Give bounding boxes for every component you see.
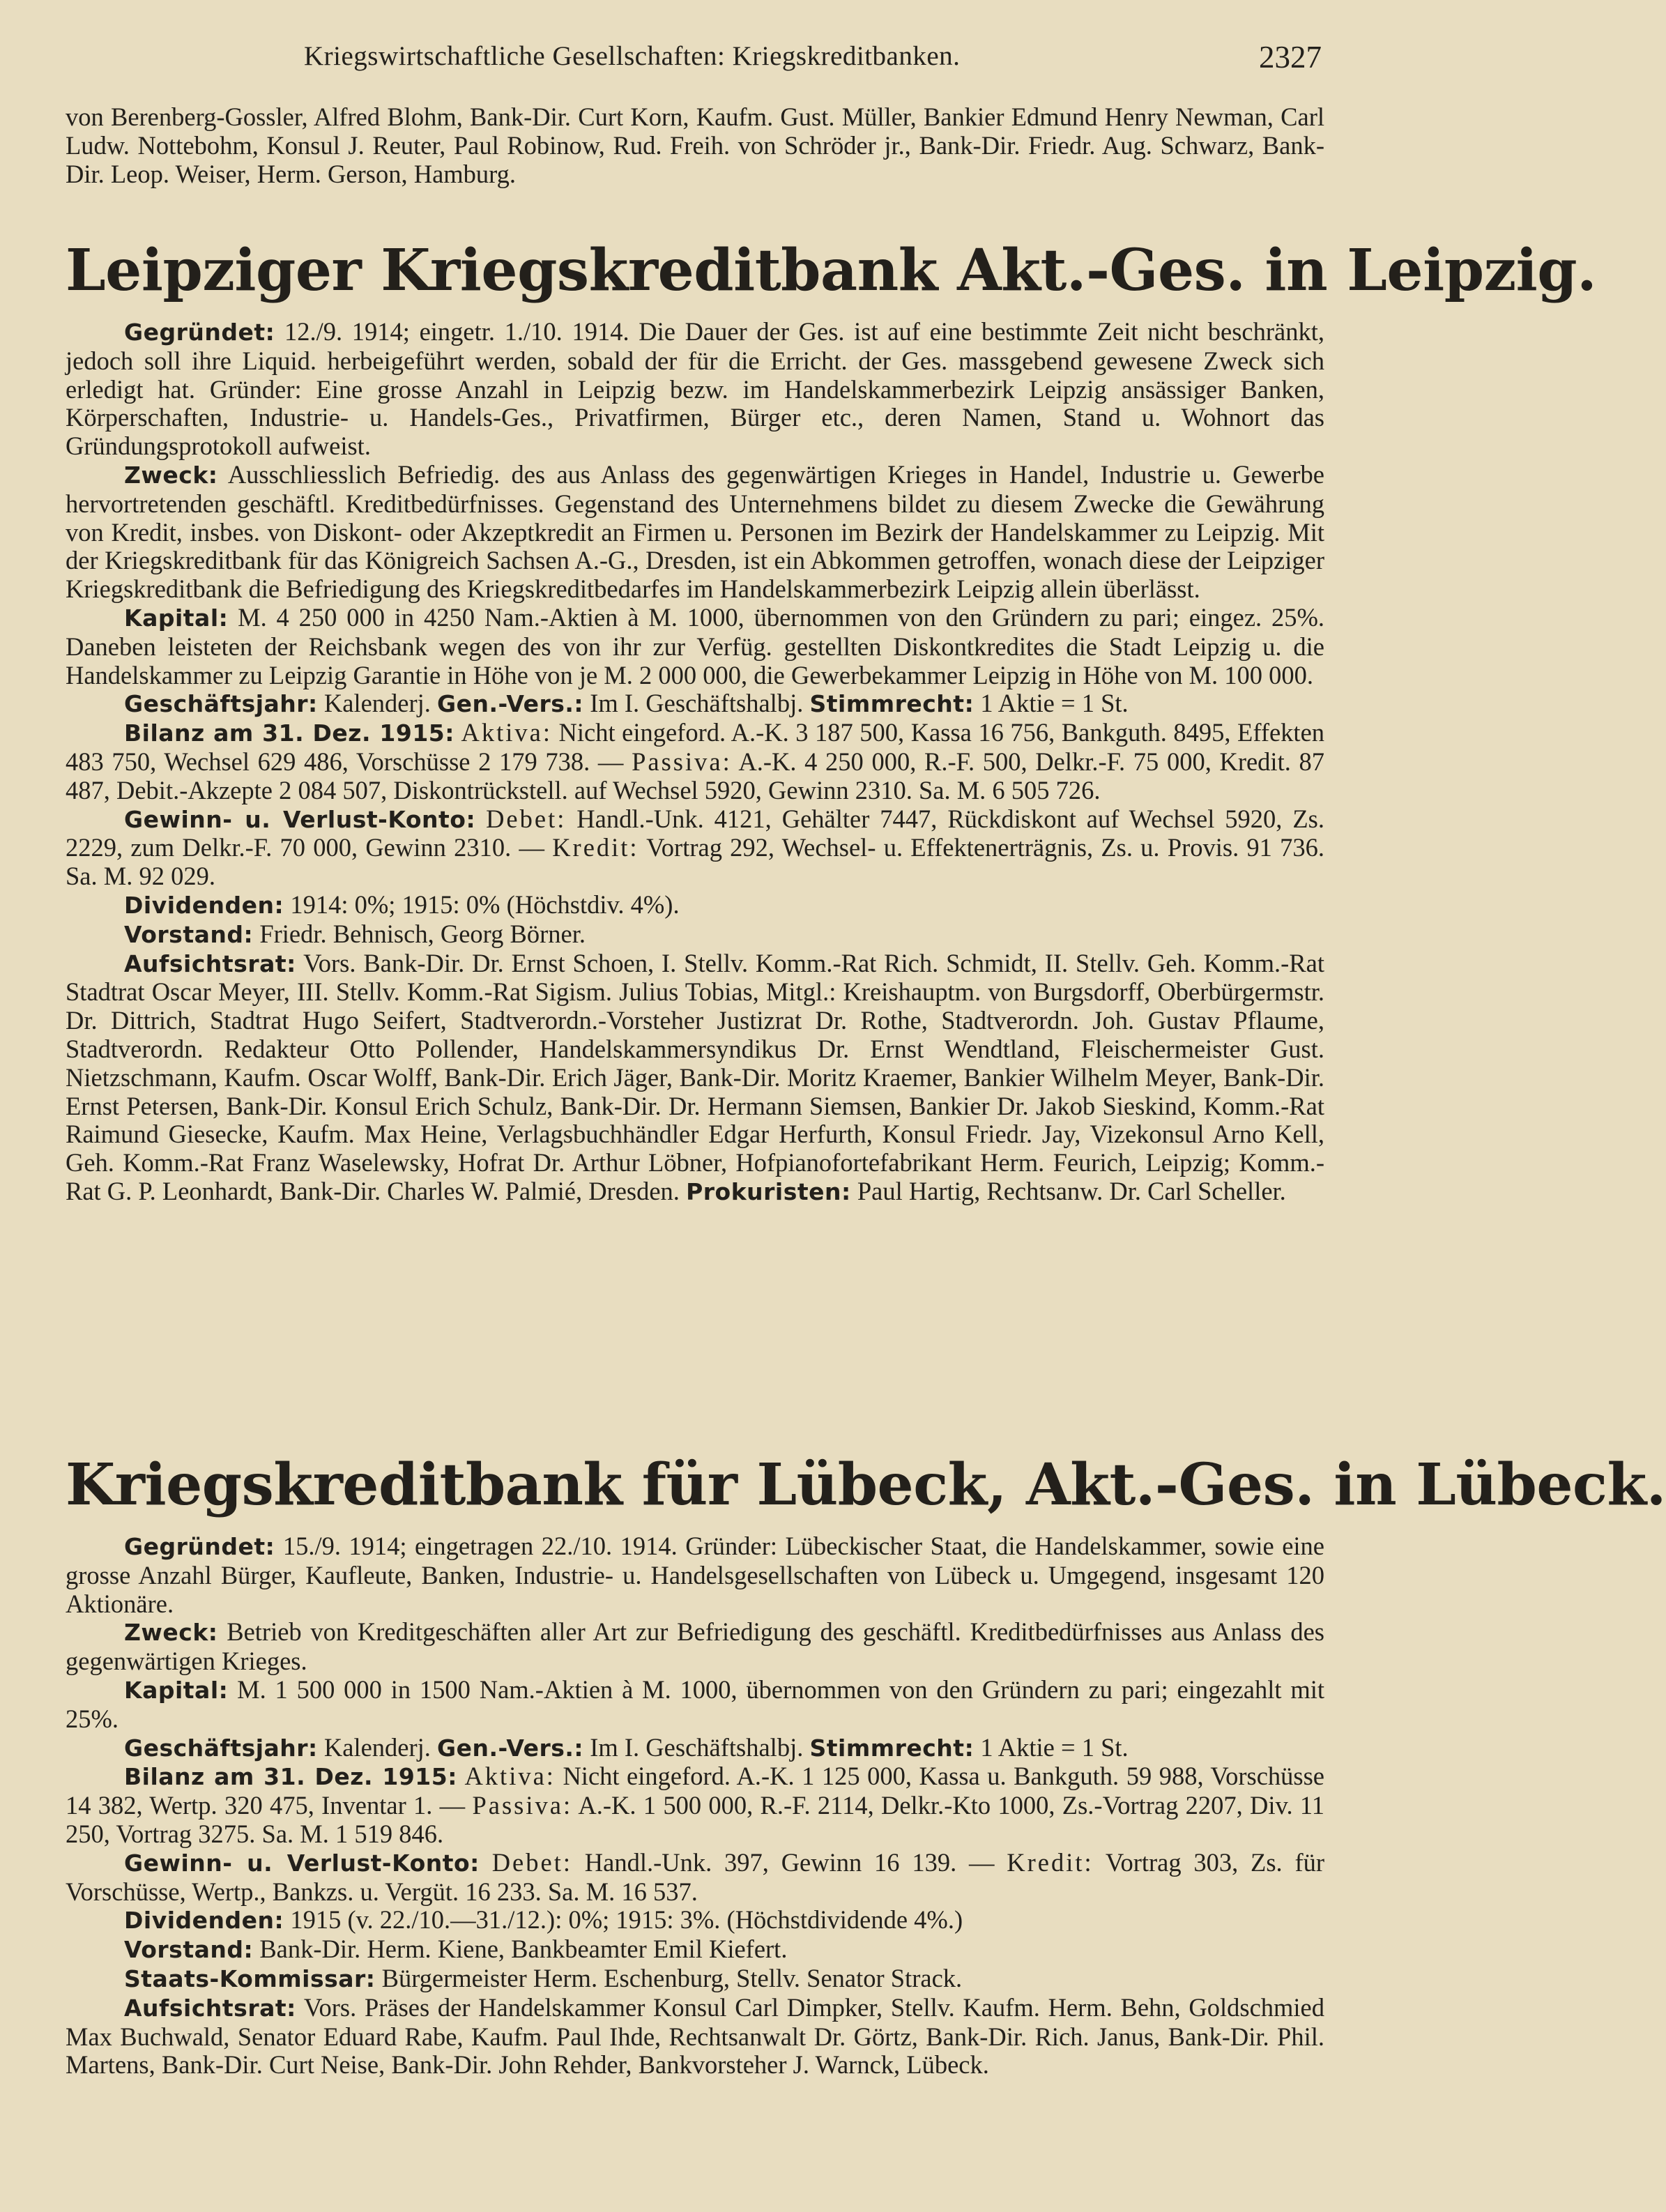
leipzig-passiva-text: A.-K. 4 250 000, R.-F. 500, Delkr.-F. 75 000, Kredit. 87 487, Debit.-Akzepte 2 084 507, Diskontrückstell. auf Wechsel 5920, Gewinn 2310. Sa. M. 6 505 726. <box>66 747 1324 804</box>
leipzig-aktiva-label: Aktiva: <box>461 718 552 747</box>
luebeck-kapital <box>66 1676 1324 1734</box>
luebeck-stimm-text: 1 Aktie = 1 St. <box>980 1732 1129 1762</box>
luebeck-kredit-text: Vortrag 303, Zs. für Vorschüsse, Wertp., Bankzs. u. Vergüt. 16 233. Sa. M. 16 537. <box>66 1847 1325 1906</box>
luebeck-guv-label: Gewinn- u. Verlust-Konto: <box>124 1849 480 1877</box>
leipzig-passiva-label: Passiva: <box>632 747 732 776</box>
leipzig-kapital <box>66 604 1324 689</box>
intro-paragraph: von Berenberg-Gossler, Alfred Blohm, Bank-Dir. Curt Korn, Kaufm. Gust. Müller, Bankier Edmund Henry Newman, Carl Ludw. Nottebohm, Konsul J. Reuter, Paul Robinow, Rud. Freih. von Schröder jr., Bank-Dir. Friedr. Aug. Schwarz, Bank-Dir. Leop. Weiser, Herm. Gerson, Hamburg. <box>66 102 1324 188</box>
leipzig-kredit-text: Vortrag 292, Wechsel- u. Effektenerträgnis, Zs. u. Provis. 91 736. Sa. M. 92 029. <box>66 833 1325 891</box>
leipzig-guv-label: Gewinn- u. Verlust-Konto: <box>124 805 476 833</box>
luebeck-sk-text: Bürgermeister Herm. Eschenburg, Stellv. Senator Strack. <box>381 1963 963 1992</box>
luebeck-zweck <box>66 1618 1324 1676</box>
leipzig-div-text: 1914: 0%; 1915: 0% (Höchstdiv. 4%). <box>290 890 680 919</box>
luebeck-kredit-label: Kredit: <box>1007 1847 1094 1877</box>
leipzig-zweck-text: Ausschliesslich Befriedig. des aus Anlass des gegenwärtigen Krieges in Handel, Industrie u. Gewerbe hervortretenden geschäftl. Kreditbedürfnisses. Gegenstand des Unternehmens bildet zu diesem Zwecke die Gewährung von Kredit, insbes. von Diskont- oder Akzeptkredit an Firmen u. Personen im Bezirk der Handelskammer zu Leipzig. Mit der Kriegskreditbank für das Königreich Sachsen A.-G., Dresden, ist ein Abkommen getroffen, wonach diese der Leipziger Kriegskreditbank die Befriedigung des Kriegskreditbedarfes im Handelskammerbezirk Leipzig allein überlässt. <box>66 459 1324 604</box>
leipzig-gv-label: Gen.-Vers.: <box>437 690 584 718</box>
leipzig-bilanz <box>66 719 1324 804</box>
luebeck-ar-text: Vors. Präses der Handelskammer Konsul Carl Dimpker, Stellv. Kaufm. Herm. Behn, Goldschmied Max Buchwald, Senator Eduard Rabe, Kaufm. Paul Ihde, Rechtsanwalt Dr. Görtz, Bank-Dir. Rich. Janus, Bank-Dir. Phil. Martens, Bank-Dir. Curt Neise, Bank-Dir. John Rehder, Bankvorsteher J. Warnck, Lübeck. <box>66 1992 1324 2080</box>
leipzig-zweck <box>66 461 1324 604</box>
luebeck-gv-label: Gen.-Vers.: <box>437 1734 584 1762</box>
luebeck-zweck-label: Zweck: <box>124 1619 218 1647</box>
luebeck-vorstand <box>66 1935 1324 1965</box>
leipzig-debet-label: Debet: <box>486 804 567 833</box>
luebeck-dividenden <box>66 1906 1324 1935</box>
leipzig-geschaeftsjahr <box>66 689 1324 719</box>
luebeck-passiva-label: Passiva: <box>472 1791 573 1820</box>
luebeck-div-text: 1915 (v. 22./10.—31./12.): 0%; 1915: 3%. (Höchstdividende 4%.) <box>290 1905 963 1935</box>
luebeck-guv <box>66 1849 1324 1907</box>
leipzig-prok-label: Prokuristen: <box>686 1177 851 1205</box>
leipzig-vorstand-label: Vorstand: <box>124 920 254 948</box>
luebeck-gj-text: Kalenderj. <box>323 1732 431 1762</box>
running-title: Kriegswirtschaftliche Gesellschaften: Kriegskreditbanken. <box>304 41 961 71</box>
luebeck-ar-label: Aufsichtsrat: <box>124 1994 296 2022</box>
leipzig-gv-text: Im I. Geschäftshalbj. <box>590 689 804 718</box>
leipzig-stimm-label: Stimmrecht: <box>809 690 975 718</box>
leipzig-gegruendet-text: 12./9. 1914; eingetr. 1./10. 1914. Die Dauer der Ges. ist auf eine bestimmte Zeit nicht beschränkt, jedoch soll ihre Liquid. herbeigeführt werden, sobald der für die Erricht. der Ges. massgebend gewesene Zweck sich erledigt hat. Gründer: Eine grosse Anzahl in Leipzig bezw. im Handelskammerbezirk Leipzig ansässiger Banken, Körperschaften, Industrie- u. Handels-Ges., Privatfirmen, Bürger etc., deren Namen, Stand u. Wohnort das Gründungsprotokoll aufweist. <box>66 317 1324 461</box>
leipzig-kapital-text: M. 4 250 000 in 4250 Nam.-Aktien à M. 1000, übernommen von den Gründern zu pari; eingez. 25%. Daneben leisteten der Reichsbank wegen des von ihr zur Verfüg. gestellten Diskontkredites die Stadt Leipzig u. die Handelskammer zu Leipzig Garantie in Höhe von je M. 2 000 000, die Gewerbekammer Leipzig in Höhe von M. 100 000. <box>66 602 1324 689</box>
luebeck-bilanz <box>66 1762 1324 1848</box>
luebeck-debet-label: Debet: <box>491 1847 572 1877</box>
leipzig-kredit-label: Kredit: <box>552 833 639 862</box>
luebeck-vorstand-text: Bank-Dir. Herm. Kiene, Bankbeamter Emil Kiefert. <box>259 1935 788 1964</box>
luebeck-geschaeftsjahr <box>66 1734 1324 1763</box>
luebeck-zweck-text: Betrieb von Kreditgeschäften aller Art zur Befriedigung des geschäftl. Kreditbedürfnisses aus Anlass des gegenwärtigen Krieges. <box>66 1617 1325 1676</box>
leipzig-aktiva-text: Nicht eingeford. A.-K. 3 187 500, Kassa 16 756, Bankguth. 8495, Effekten 483 750, Wechsel 629 486, Vorschüsse 2 179 738. — <box>66 718 1325 776</box>
leipzig-vorstand-text: Friedr. Behnisch, Georg Börner. <box>259 919 586 948</box>
leipzig-div-label: Dividenden: <box>124 891 284 919</box>
page-number: 2327 <box>1259 40 1322 75</box>
luebeck-bilanz-label: Bilanz am 31. Dez. 1915: <box>124 1763 457 1791</box>
leipzig-debet-text: Handl.-Unk. 4121, Gehälter 7447, Rückdiskont auf Wechsel 5920, Zs. 2229, zum Delkr.-F. 70 000, Gewinn 2310. — <box>66 804 1324 862</box>
luebeck-gegruendet-label: Gegründet: <box>124 1533 275 1560</box>
leipzig-ar-label: Aufsichtsrat: <box>124 949 296 977</box>
leipzig-kapital-label: Kapital: <box>124 604 229 632</box>
leipzig-aufsichtsrat <box>66 949 1324 1207</box>
leipzig-ar-text: Vors. Bank-Dir. Dr. Ernst Schoen, I. Stellv. Komm.-Rat Rich. Schmidt, II. Stellv. Geh. Komm.-Rat Stadtrat Oscar Meyer, III. Stellv. Komm.-Rat Sigism. Julius Tobias, Mitgl.: Kreishauptm. von Burgsdorff, Oberbürgermstr. Dr. Dittrich, Stadtrat Hugo Seifert, Stadtverordn.-Vorsteher Justizrat Dr. Rothe, Stadtverordn. Joh. Gustav Pflaume, Stadtverordn. Redakteur Otto Pollender, Handelskammersyndikus Dr. Ernst Wendtland, Fleischermeister Gust. Nietzschmann, Kaufm. Oscar Wolff, Bank-Dir. Erich Jäger, Bank-Dir. Moritz Kraemer, Bankier Wilhelm Meyer, Bank-Dir. Ernst Petersen, Bank-Dir. Konsul Erich Schulz, Bank-Dir. Dr. Hermann Siemsen, Bankier Dr. Jakob Sieskind, Komm.-Rat Raimund Giesecke, Kaufm. Max Heine, Verlagsbuchhändler Edgar Herfurth, Konsul Friedr. Jay, Vizekonsul Arno Kell, Geh. Komm.-Rat Franz Waselewsky, Hofrat Dr. Arthur Löbner, Hofpianofortefabrikant Herm. Feurich, Leipzig; Komm.-Rat G. P. Leonhardt, Bank-Dir. Charles W. Palmié, Dresden. <box>66 948 1324 1205</box>
intro-section <box>66 103 1324 188</box>
luebeck-kapital-label: Kapital: <box>124 1676 229 1704</box>
luebeck-staatskommissar <box>66 1965 1324 1994</box>
luebeck-kapital-text: M. 1 500 000 in 1500 Nam.-Aktien à M. 1000, übernommen von den Gründern zu pari; eingezahlt mit 25%. <box>66 1675 1324 1733</box>
leipzig-zweck-label: Zweck: <box>124 461 218 489</box>
leipzig-heading: Leipziger Kriegskreditbank Akt.-Ges. in Leipzig. <box>66 237 1597 304</box>
luebeck-aktiva-label: Aktiva: <box>464 1762 556 1791</box>
luebeck-aktiva-text: Nicht eingeford. A.-K. 1 125 000, Kassa u. Bankguth. 59 988, Vorschüsse 14 382, Wertp. 320 475, Inventar 1. — <box>66 1762 1325 1820</box>
luebeck-stimm-label: Stimmrecht: <box>809 1734 975 1762</box>
luebeck-gegruendet <box>66 1532 1324 1618</box>
leipzig-stimm-text: 1 Aktie = 1 St. <box>980 689 1129 718</box>
leipzig-gj-label: Geschäftsjahr: <box>124 690 318 718</box>
luebeck-gj-label: Geschäftsjahr: <box>124 1734 318 1762</box>
leipzig-prok-text: Paul Hartig, Rechtsanw. Dr. Carl Scheller. <box>857 1176 1286 1205</box>
running-header <box>0 40 1394 82</box>
luebeck-gegruendet-text: 15./9. 1914; eingetragen 22./10. 1914. Gründer: Lübeckischer Staat, die Handelskammer, sowie eine grosse Anzahl Bürger, Kaufleute, Banken, Industrie- u. Handelsgesellschaften von Lübeck u. Umgegend, insgesamt 120 Aktionäre. <box>66 1532 1324 1618</box>
leipzig-section <box>66 237 1597 1207</box>
luebeck-debet-text: Handl.-Unk. 397, Gewinn 16 139. — <box>584 1847 995 1877</box>
leipzig-gegruendet-label: Gegründet: <box>124 319 275 346</box>
luebeck-heading: Kriegskreditbank für Lübeck, Akt.-Ges. in Lübeck. <box>66 1451 1666 1518</box>
luebeck-div-label: Dividenden: <box>124 1907 284 1935</box>
luebeck-aufsichtsrat <box>66 1994 1324 2080</box>
luebeck-sk-label: Staats-Kommissar: <box>124 1965 376 1992</box>
leipzig-vorstand <box>66 920 1324 949</box>
luebeck-vorstand-label: Vorstand: <box>124 1936 254 1964</box>
leipzig-guv <box>66 805 1324 891</box>
leipzig-dividenden <box>66 891 1324 920</box>
leipzig-gj-text: Kalenderj. <box>323 689 431 718</box>
luebeck-section <box>66 1451 1666 2080</box>
luebeck-gv-text: Im I. Geschäftshalbj. <box>590 1732 804 1762</box>
leipzig-gegruendet <box>66 318 1324 461</box>
leipzig-bilanz-label: Bilanz am 31. Dez. 1915: <box>124 719 454 747</box>
luebeck-passiva-text: A.-K. 1 500 000, R.-F. 2114, Delkr.-Kto 1000, Zs.-Vortrag 2207, Div. 11 250, Vortrag 3275. Sa. M. 1 519 846. <box>66 1791 1324 1848</box>
